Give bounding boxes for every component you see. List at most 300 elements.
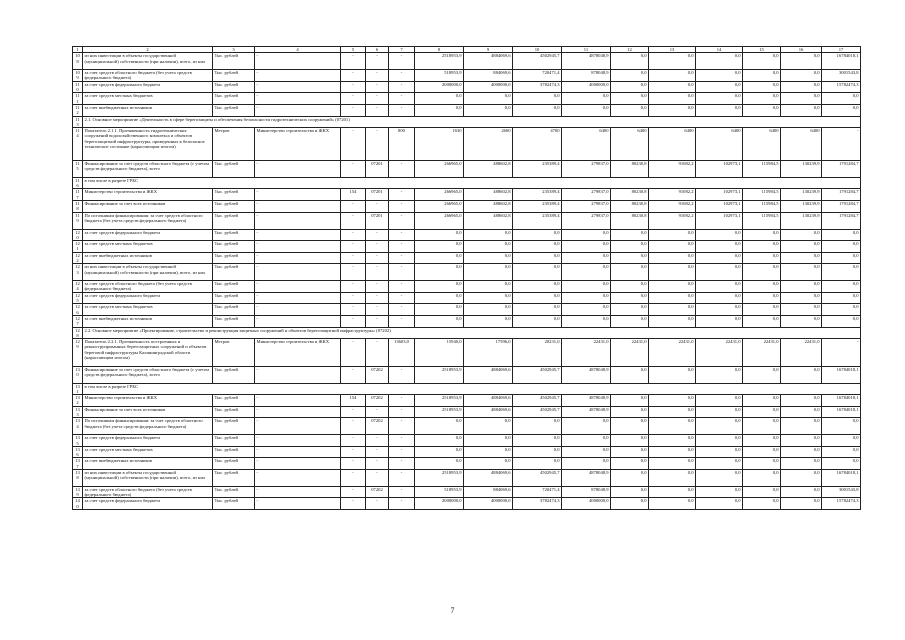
table-cell: - [366,315,389,327]
table-cell: 0,0 [781,304,822,316]
table-cell: Тыс. рублей [213,406,255,418]
table-cell: 1791284,7 [822,212,861,229]
table-cell: 0,0 [415,435,464,447]
table-cell: 0,0 [781,81,822,93]
table-cell: 0,0 [464,93,513,105]
table-cell: Тыс. рублей [213,252,255,264]
table-cell: 878048,9 [562,486,611,498]
table-cell: 0,0 [781,264,822,281]
table-cell: 0,0 [513,458,562,470]
table-cell: Тыс. рублей [213,281,255,293]
table-cell: - [389,435,415,447]
table-cell: 07202 [366,418,389,435]
table-cell: 07202 [366,486,389,498]
table-cell: 0,0 [611,435,649,447]
table-cell: 0,0 [649,315,696,327]
table-cell: - [255,315,341,327]
table-cell: - [255,366,341,383]
table-cell: 130239,9 [781,160,822,177]
table-cell: 0,0 [562,446,611,458]
row-number: 135 [73,435,83,447]
table-cell: 91082,2 [649,160,696,177]
table-cell: 0,0 [611,104,649,116]
table-cell: 4878048,9 [562,366,611,383]
table-cell: - [255,53,341,70]
table-cell: 266965,0 [415,212,464,229]
table-cell: 266965,0 [415,160,464,177]
table-cell: 0,0 [781,366,822,383]
row-label: из них инвестиции в объекты государственной (муниципальной) собственности (при наличии), всего, из них [83,470,213,487]
column-number: 11 [562,47,611,53]
table-cell: - [255,292,341,304]
row-number: 120 [73,229,83,241]
table-cell: 0,0 [696,104,743,116]
table-cell: 0,0 [464,241,513,253]
table-cell: - [341,281,366,293]
row-number: 138 [73,470,83,487]
table-cell: 4884069,6 [464,53,513,70]
table-cell: 6400 [562,128,611,161]
table-row [73,212,861,229]
table-cell: - [389,53,415,70]
table-cell: 0,0 [649,229,696,241]
table-cell: 0,0 [781,229,822,241]
column-number: 9 [464,47,513,53]
row-number: 124 [73,281,83,293]
column-number: 5 [341,47,366,53]
table-cell: 4000000,0 [562,81,611,93]
table-row [73,458,861,470]
column-number: 1 [73,47,83,53]
table-row [73,486,861,498]
table-cell: - [341,292,366,304]
row-number: 140 [73,498,83,510]
table-cell: 0,0 [822,435,861,447]
column-number: 8 [415,47,464,53]
table-cell: 0,0 [781,418,822,435]
table-cell: 0,0 [464,435,513,447]
table-cell: 0,0 [611,252,649,264]
table-cell: 518953,9 [415,486,464,498]
page-number: 7 [450,606,455,615]
section-title: 2.1. Основное мероприятие «Деятельность в сфере берегозащиты и обеспечения безопасности гидротехнических сооружений» (07201) [83,116,861,128]
table-cell: Тыс. рублей [213,498,255,510]
table-cell: 0,0 [822,292,861,304]
row-label: Финансирование за счет средств областного бюджета (с учетом средств федерального бюджета), всего [83,160,213,177]
table-cell: 0,0 [822,264,861,281]
table-cell: 0,0 [562,418,611,435]
table-cell: Тыс. рублей [213,212,255,229]
row-label: за счет средств федерального бюджета [83,435,213,447]
table-cell: - [389,498,415,510]
table-cell: 4878048,9 [562,395,611,407]
table-cell: 22431,0 [562,339,611,367]
table-cell: - [366,446,389,458]
table-cell: 884069,6 [464,486,513,498]
row-number: 132 [73,395,83,407]
row-label: По источникам финансирования: за счет средств областного бюджета (без учета средств федерального бюджета) [83,212,213,229]
row-label: Министерство строительства и ЖКХ [83,395,213,407]
table-cell: 0,0 [611,281,649,293]
table-cell: 154 [341,189,366,201]
row-number: 122 [73,252,83,264]
table-cell: - [366,281,389,293]
table-cell: 0,0 [649,70,696,82]
table-cell: 102973,1 [696,212,743,229]
table-cell: 4502945,7 [513,470,562,487]
row-label: за счет внебюджетных источников [83,315,213,327]
table-cell: 0,0 [743,486,781,498]
table-cell: 07202 [366,366,389,383]
row-label: за счет внебюджетных источников [83,252,213,264]
table-row [73,93,861,105]
table-cell: 0,0 [649,252,696,264]
table-cell: Тыс. рублей [213,292,255,304]
table-cell: 0,0 [464,315,513,327]
table-cell: 0,0 [649,498,696,510]
row-label: за счет средств местных бюджетов [83,304,213,316]
table-row [73,53,861,70]
table-cell: 0,0 [696,406,743,418]
table-cell: 130239,9 [781,212,822,229]
section-row [73,177,861,189]
table-cell: 6400 [696,128,743,161]
table-cell: Тыс. рублей [213,104,255,116]
table-cell: 0,0 [513,252,562,264]
table-row [73,339,861,367]
table-cell: Метров [213,339,255,367]
table-cell: 22431,0 [611,339,649,367]
table-cell: 279837,0 [562,201,611,213]
row-label: Показатель 2.2.1. Протяженность построенных и реконструированных берегозащитных сооружений и объектов береговой инфраструктуры Калининградской области (нарастающим итогом) [83,339,213,367]
table-cell: 0,0 [822,93,861,105]
table-cell: 720471,4 [513,486,562,498]
table-cell: 0,0 [611,241,649,253]
table-cell: 518953,9 [415,70,464,82]
table-cell: - [341,70,366,82]
table-cell: 15782474,3 [822,81,861,93]
table-cell: 0,0 [562,304,611,316]
table-cell: 0,0 [696,366,743,383]
table-cell: - [389,486,415,498]
column-number: 13 [649,47,696,53]
budget-table [72,46,861,510]
table-cell: 0,0 [415,292,464,304]
table-cell: 4884069,6 [464,395,513,407]
row-number: 123 [73,264,83,281]
table-cell: 0,0 [464,458,513,470]
row-label: за счет средств областного бюджета (без учета средств федерального бюджета) [83,486,213,498]
table-cell: - [341,252,366,264]
table-cell: 0,0 [649,93,696,105]
table-cell: 15782474,3 [822,498,861,510]
table-cell: - [255,160,341,177]
table-cell: 0,0 [822,458,861,470]
table-cell: 0,0 [696,53,743,70]
table-cell: 800 [389,128,415,161]
section-title: 2.2. Основное мероприятие «Проектирование, строительство и реконструкция защитных сооружений и объектов берегозащитной инфраструктуры» (07202) [83,327,861,339]
table-cell: - [341,339,366,367]
table-cell: - [389,264,415,281]
table-cell: 0,0 [696,470,743,487]
table-cell: 0,0 [822,281,861,293]
table-cell: - [389,418,415,435]
table-row [73,264,861,281]
table-cell: 2518953,9 [415,53,464,70]
table-cell: 0,0 [464,229,513,241]
table-cell: 0,0 [464,281,513,293]
row-label: за счет средств областного бюджета (без учета средств федерального бюджета) [83,70,213,82]
table-cell: 0,0 [649,435,696,447]
table-cell: 0,0 [415,229,464,241]
table-cell: 878048,9 [562,70,611,82]
table-row [73,435,861,447]
table-cell: 0,0 [513,418,562,435]
table-cell: 0,0 [743,241,781,253]
section-title: в том числе в разрезе ГРБС [83,383,861,395]
section-row [73,116,861,128]
table-row [73,406,861,418]
table-cell: 0,0 [781,252,822,264]
table-cell: 16784018,1 [822,366,861,383]
table-cell: - [366,292,389,304]
table-cell: - [389,458,415,470]
table-cell: 0,0 [743,104,781,116]
table-cell: 20231,0 [513,339,562,367]
table-cell: 0,0 [743,366,781,383]
table-cell: - [255,93,341,105]
table-cell: - [255,446,341,458]
column-number: 10 [513,47,562,53]
table-cell: - [366,128,389,161]
table-cell: - [255,486,341,498]
table-cell: 0,0 [513,104,562,116]
row-label: Финансирование за счет всех источников [83,406,213,418]
table-cell: 91082,2 [649,201,696,213]
table-cell: - [389,201,415,213]
table-cell: 0,0 [562,458,611,470]
table-cell: 1791284,7 [822,189,861,201]
table-cell: Министерство строительства и ЖКХ [255,128,341,161]
table-cell: 115984,5 [743,212,781,229]
table-cell: 0,0 [562,435,611,447]
table-cell: - [389,229,415,241]
table-cell: 0,0 [743,395,781,407]
table-cell: 0,0 [781,104,822,116]
row-number: 130 [73,366,83,383]
table-cell: 0,0 [513,229,562,241]
table-cell: 279837,0 [562,189,611,201]
table-cell: - [389,446,415,458]
table-cell: 0,0 [611,93,649,105]
table-cell: 0,0 [822,304,861,316]
table-cell: 17596,0 [464,339,513,367]
table-cell: 80230,8 [611,212,649,229]
table-cell: 4878048,9 [562,470,611,487]
table-cell: - [389,395,415,407]
table-cell: 0,0 [822,241,861,253]
row-label: за счет средств местных бюджетов [83,241,213,253]
row-number: 129 [73,339,83,367]
table-cell: 0,0 [611,292,649,304]
table-row [73,189,861,201]
table-cell: 0,0 [743,406,781,418]
table-cell: 0,0 [781,315,822,327]
table-cell: - [341,104,366,116]
table-row [73,366,861,383]
table-cell: 0,0 [696,281,743,293]
table-cell: 0,0 [649,281,696,293]
table-cell: 0,0 [781,486,822,498]
table-cell: - [366,406,389,418]
table-cell: 0,0 [781,395,822,407]
table-cell: 0,0 [415,418,464,435]
row-label: за счет средств местных бюджетов [83,446,213,458]
table-cell: Тыс. рублей [213,395,255,407]
table-cell: - [366,470,389,487]
table-cell: 0,0 [611,498,649,510]
table-cell: 22431,0 [781,339,822,367]
table-cell: 0,0 [696,418,743,435]
table-cell: Тыс. рублей [213,70,255,82]
table-cell: 0,0 [696,435,743,447]
table-cell: Тыс. рублей [213,304,255,316]
table-cell: 0,0 [781,53,822,70]
table-cell: - [389,212,415,229]
row-label: Финансирование за счет всех источников [83,201,213,213]
table-cell: 0,0 [611,458,649,470]
table-cell: 6400 [743,128,781,161]
table-cell: Министерство строительства и ЖКХ [255,339,341,367]
table-cell: 0,0 [562,281,611,293]
table-cell: 0,0 [696,81,743,93]
table-cell: 0,0 [415,458,464,470]
table-cell: 4000000,0 [562,498,611,510]
row-number: 128 [73,327,83,339]
table-cell: - [366,201,389,213]
table-cell: 279837,0 [562,160,611,177]
row-label: за счет средств федерального бюджета [83,292,213,304]
table-cell: 130239,9 [781,201,822,213]
table-cell: 0,0 [781,446,822,458]
table-cell: - [366,93,389,105]
table-cell: - [389,189,415,201]
row-label: за счет средств федерального бюджета [83,229,213,241]
table-cell: - [366,304,389,316]
table-cell: 0,0 [415,93,464,105]
table-cell: 3001543,8 [822,70,861,82]
table-cell: 0,0 [649,292,696,304]
table-cell: 16784018,1 [822,406,861,418]
column-number: 3 [213,47,255,53]
table-cell: 2518953,9 [415,395,464,407]
column-number: 2 [83,47,213,53]
table-cell: 2518953,9 [415,406,464,418]
table-cell: - [255,458,341,470]
table-cell: 0,0 [415,104,464,116]
table-cell: - [255,81,341,93]
table-row [73,81,861,93]
table-cell: - [255,229,341,241]
table-cell: Тыс. рублей [213,435,255,447]
table-cell: 4502945,7 [513,53,562,70]
table-cell: 0,0 [781,70,822,82]
table-cell: 0,0 [781,241,822,253]
table-cell: 0,0 [562,315,611,327]
table-cell: Тыс. рублей [213,366,255,383]
table-cell: 4884069,6 [464,366,513,383]
table-cell: 0,0 [611,418,649,435]
table-cell: 0,0 [649,395,696,407]
table-cell: 0,0 [743,81,781,93]
table-cell: - [255,241,341,253]
table-cell: 4884069,6 [464,406,513,418]
table-row [73,201,861,213]
table-cell: 13603,0 [389,339,415,367]
table-row [73,128,861,161]
table-cell: - [255,70,341,82]
table-cell: - [341,53,366,70]
table-cell: - [255,104,341,116]
table-cell: 4502945,7 [513,366,562,383]
table-row [73,315,861,327]
table-cell: - [366,339,389,367]
table-cell: 4000000,0 [464,81,513,93]
table-cell: 488602,8 [464,160,513,177]
table-cell: Метров [213,128,255,161]
row-label: По источникам финансирования: за счет средств областного бюджета (без учета средств федерального бюджета) [83,418,213,435]
table-cell: - [366,104,389,116]
table-cell: - [341,229,366,241]
table-cell: 0,0 [743,229,781,241]
table-cell: 0,0 [649,458,696,470]
table-cell: 0,0 [696,304,743,316]
table-cell: 0,0 [649,264,696,281]
table-cell: 0,0 [415,304,464,316]
table-cell: 0,0 [696,486,743,498]
table-cell: 0,0 [649,406,696,418]
table-cell: 0,0 [513,315,562,327]
table-cell: 115984,5 [743,189,781,201]
table-cell: 2000000,0 [415,498,464,510]
table-cell: - [389,241,415,253]
table-cell: 0,0 [611,264,649,281]
row-number: 117 [73,189,83,201]
table-cell: - [341,81,366,93]
table-cell: 115984,5 [743,201,781,213]
table-cell: - [366,241,389,253]
table-cell: Тыс. рублей [213,201,255,213]
table-cell: 0,0 [611,315,649,327]
table-cell: 0,0 [696,252,743,264]
table-cell: 0,0 [415,315,464,327]
table-cell: 80230,8 [611,201,649,213]
table-cell: 0,0 [743,281,781,293]
row-label: за счет средств федерального бюджета [83,498,213,510]
table-cell: Тыс. рублей [213,241,255,253]
table-cell: 0,0 [781,435,822,447]
row-number: 110 [73,81,83,93]
column-number: 12 [611,47,649,53]
table-cell: - [366,498,389,510]
table-cell: 91082,2 [649,189,696,201]
table-cell: 0,0 [696,315,743,327]
table-cell: 0,0 [611,446,649,458]
table-cell: - [255,189,341,201]
table-row [73,304,861,316]
row-number: 134 [73,418,83,435]
table-cell: - [255,406,341,418]
